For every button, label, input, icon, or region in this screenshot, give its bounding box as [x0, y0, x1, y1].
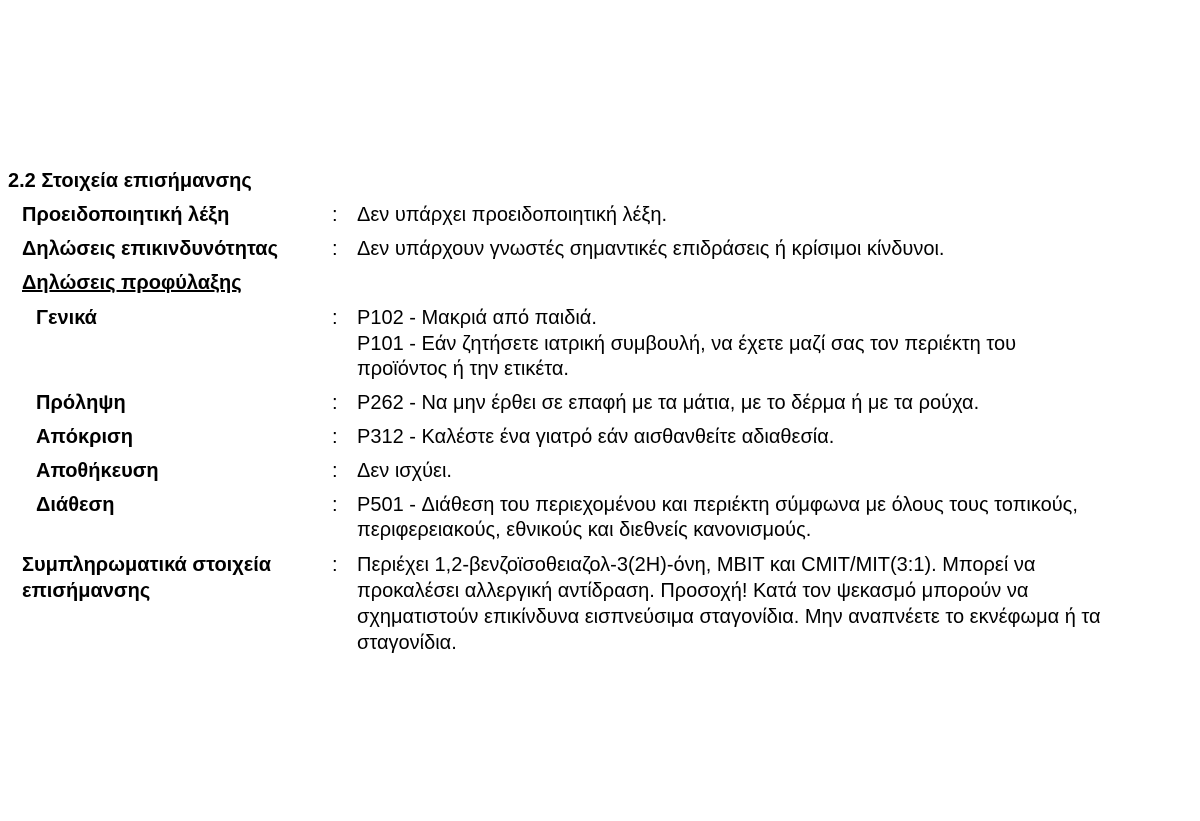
general-label: Γενικά: [36, 307, 97, 329]
hazard-statements-value: Δεν υπάρχουν γνωστές σημαντικές επιδράσεις ή κρίσιμοι κίνδυνοι.: [357, 238, 945, 260]
separator: :: [332, 554, 338, 576]
separator: :: [332, 426, 338, 448]
supplementary-line: σχηματιστούν επικίνδυνα εισπνεύσιμα σταγονίδια. Μην αναπνέετε το εκνέφωμα ή τα: [357, 606, 1101, 628]
disposal-line: περιφερειακούς, εθνικούς και διεθνείς κανονισμούς.: [357, 519, 812, 541]
supplementary-line: σταγονίδια.: [357, 632, 457, 654]
general-line: προϊόντος ή την ετικέτα.: [357, 358, 569, 380]
response-value: P312 - Καλέστε ένα γιατρό εάν αισθανθείτε αδιαθεσία.: [357, 426, 835, 448]
separator: :: [332, 204, 338, 226]
supplementary-line: προκαλέσει αλλεργική αντίδραση. Προσοχή! Κατά τον ψεκασμό μπορούν να: [357, 580, 1029, 602]
prevention-label: Πρόληψη: [36, 392, 126, 414]
signal-word-value: Δεν υπάρχει προειδοποιητική λέξη.: [357, 204, 668, 226]
general-line: P101 - Εάν ζητήσετε ιατρική συμβουλή, να έχετε μαζί σας τον περιέκτη του: [357, 333, 1017, 355]
disposal-label: Διάθεση: [36, 494, 115, 516]
prevention-value: P262 - Να μην έρθει σε επαφή με τα μάτια, με το δέρμα ή με τα ρούχα.: [357, 392, 980, 414]
response-label: Απόκριση: [36, 426, 133, 448]
supplementary-label: Συμπληρωματικά στοιχεία: [22, 554, 272, 576]
supplementary-line: Περιέχει 1,2-βενζοϊσοθειαζολ-3(2H)-όνη, MBIT και CMIT/MIT(3:1). Μπορεί να: [357, 554, 1036, 576]
separator: :: [332, 392, 338, 414]
hazard-statements-label: Δηλώσεις επικινδυνότητας: [22, 238, 279, 260]
separator: :: [332, 460, 338, 482]
signal-word-label: Προειδοποιητική λέξη: [22, 204, 230, 226]
general-line: P102 - Μακριά από παιδιά.: [357, 307, 597, 329]
storage-value: Δεν ισχύει.: [357, 460, 452, 482]
precautionary-heading: Δηλώσεις προφύλαξης: [22, 272, 242, 294]
separator: :: [332, 238, 338, 260]
disposal-line: P501 - Διάθεση του περιεχομένου και περιέκτη σύμφωνα με όλους τους τοπικούς,: [357, 494, 1078, 516]
separator: :: [332, 307, 338, 329]
separator: :: [332, 494, 338, 516]
section-title: 2.2 Στοιχεία επισήμανσης: [8, 170, 252, 192]
supplementary-label: επισήμανσης: [22, 580, 151, 602]
storage-label: Αποθήκευση: [36, 460, 159, 482]
